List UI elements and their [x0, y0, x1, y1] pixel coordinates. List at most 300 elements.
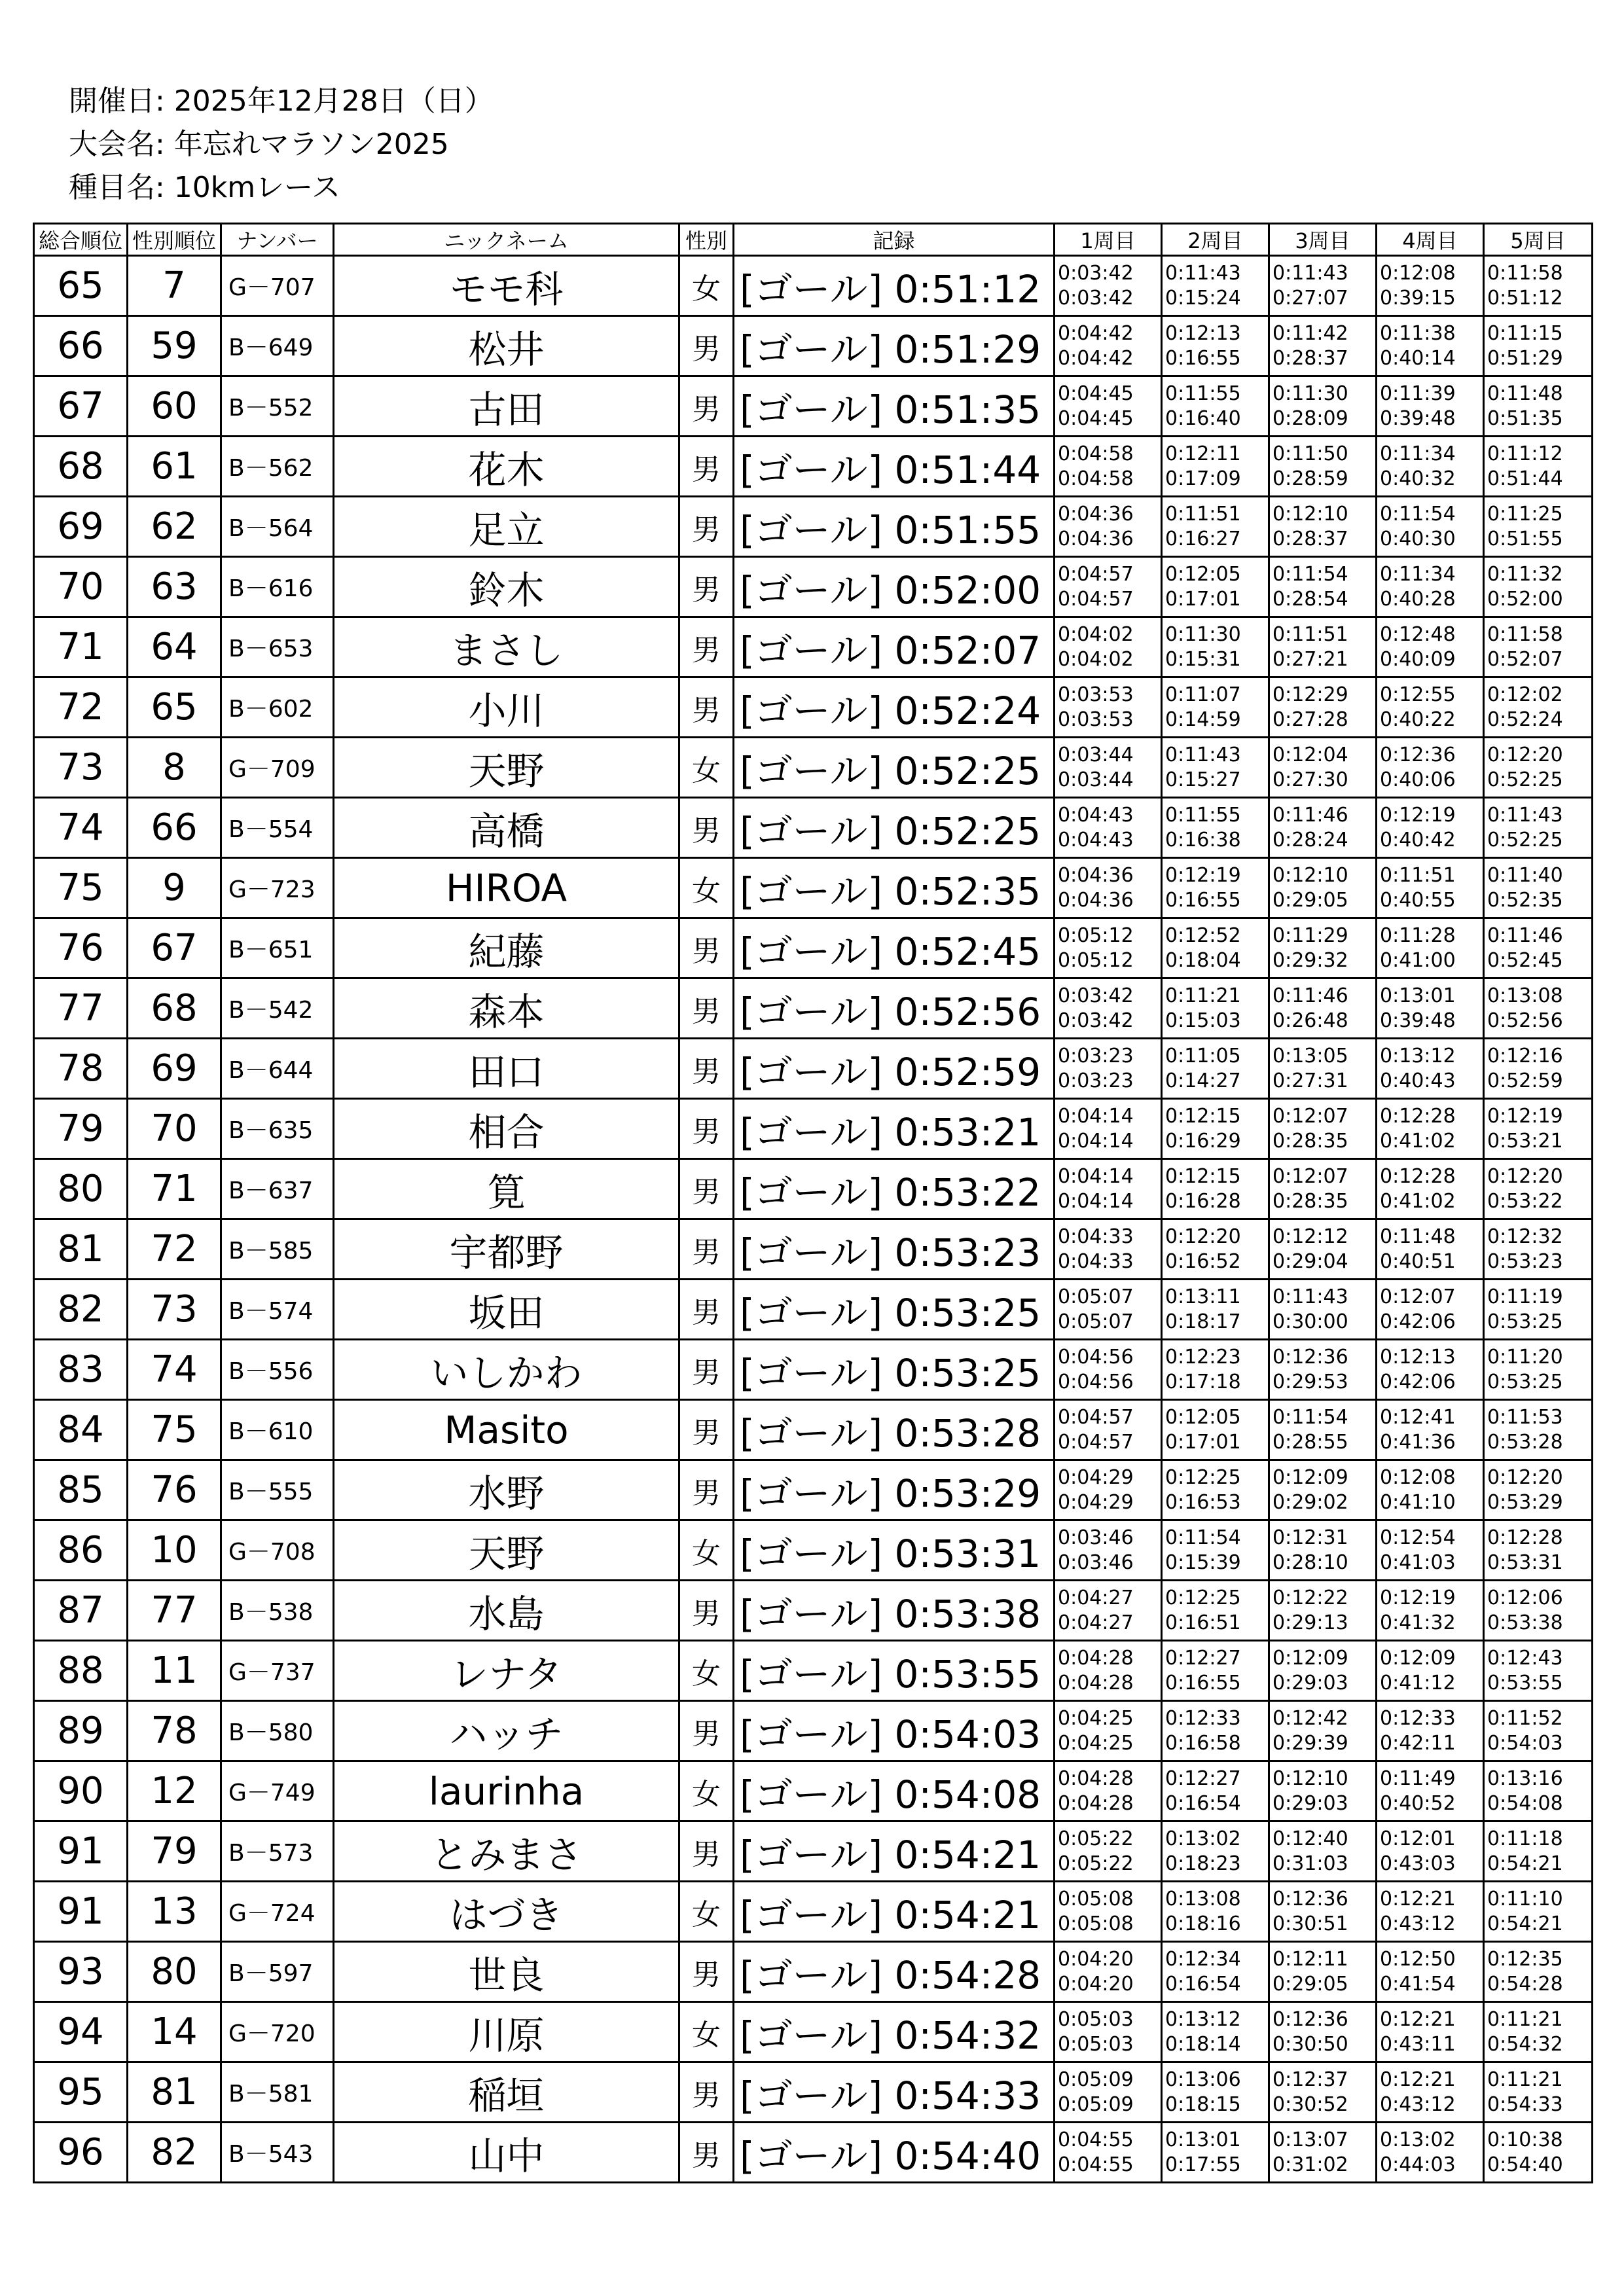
lap-cumulative-time: 0:04:14: [1058, 1189, 1134, 1213]
lap-3-cell: [1269, 1159, 1377, 1219]
table-row: [34, 617, 1593, 677]
lap-split-time: 0:12:36: [1272, 1887, 1348, 1910]
lap-cumulative-time: 0:40:06: [1380, 768, 1456, 791]
bib-number-cell: B－556: [221, 1340, 334, 1400]
lap-5-cell: [1484, 497, 1593, 557]
lap-split-time: 0:11:54: [1272, 562, 1348, 586]
lap-cumulative-time: 0:04:28: [1058, 1671, 1134, 1695]
gender-rank-cell: 61: [128, 437, 221, 497]
lap-2-cell: [1162, 1099, 1269, 1159]
lap-cumulative-time: 0:03:23: [1058, 1069, 1134, 1092]
lap-4-cell: [1377, 2002, 1484, 2062]
lap-1-cell: [1055, 1581, 1162, 1641]
lap-split-time: 0:13:16: [1487, 1767, 1563, 1790]
lap-cumulative-time: 0:41:02: [1380, 1129, 1456, 1153]
lap-cumulative-time: 0:27:31: [1272, 1069, 1348, 1092]
gender-rank-cell: 80: [128, 1942, 221, 2002]
lap-split-time: 0:03:53: [1058, 683, 1134, 706]
lap-split-time: 0:12:01: [1380, 1827, 1456, 1850]
lap-cumulative-time: 0:16:28: [1165, 1189, 1241, 1213]
lap-cumulative-time: 0:39:48: [1380, 406, 1456, 430]
bib-number-cell: B－653: [221, 617, 334, 677]
gender-rank-cell: 65: [128, 677, 221, 738]
lap-split-time: 0:12:19: [1165, 863, 1241, 887]
gender-cell: 男: [679, 497, 734, 557]
record-cell: [ゴール] 0:54:21: [734, 1882, 1055, 1942]
lap-1-cell: [1055, 1099, 1162, 1159]
lap-5-cell: [1484, 1821, 1593, 1882]
lap-split-time: 0:11:55: [1165, 803, 1241, 827]
lap-split-time: 0:12:23: [1165, 1345, 1241, 1369]
nickname-cell: Masito: [334, 1400, 679, 1460]
lap-2-cell: [1162, 1942, 1269, 2002]
lap-cumulative-time: 0:41:00: [1380, 948, 1456, 972]
lap-cumulative-time: 0:16:27: [1165, 527, 1241, 550]
bib-number-cell: B－555: [221, 1460, 334, 1520]
bib-number-cell: G－720: [221, 2002, 334, 2062]
lap-split-time: 0:04:57: [1058, 562, 1134, 586]
lap-split-time: 0:12:02: [1487, 683, 1563, 706]
gender-cell: 男: [679, 376, 734, 437]
overall-rank-cell: 73: [34, 738, 128, 798]
lap-cumulative-time: 0:27:21: [1272, 647, 1348, 671]
overall-rank-cell: 70: [34, 557, 128, 617]
lap-5-cell: [1484, 1039, 1593, 1099]
lap-1-cell: [1055, 918, 1162, 978]
overall-rank-cell: 82: [34, 1280, 128, 1340]
record-cell: [ゴール] 0:52:25: [734, 738, 1055, 798]
lap-cumulative-time: 0:17:01: [1165, 1430, 1241, 1454]
lap-4-cell: [1377, 738, 1484, 798]
lap-cumulative-time: 0:53:28: [1487, 1430, 1563, 1454]
lap-1-cell: [1055, 2062, 1162, 2123]
lap-cumulative-time: 0:54:33: [1487, 2092, 1563, 2116]
lap-2-cell: [1162, 1761, 1269, 1821]
lap-1-cell: [1055, 978, 1162, 1039]
record-cell: [ゴール] 0:52:07: [734, 617, 1055, 677]
lap-cumulative-time: 0:05:22: [1058, 1852, 1134, 1875]
lap-cumulative-time: 0:16:38: [1165, 828, 1241, 852]
record-cell: [ゴール] 0:53:23: [734, 1219, 1055, 1280]
lap-split-time: 0:04:14: [1058, 1164, 1134, 1188]
lap-cumulative-time: 0:40:43: [1380, 1069, 1456, 1092]
lap-cumulative-time: 0:16:54: [1165, 1972, 1241, 1996]
lap-4-cell: [1377, 978, 1484, 1039]
lap-cumulative-time: 0:16:52: [1165, 1249, 1241, 1273]
lap-cumulative-time: 0:04:27: [1058, 1611, 1134, 1634]
lap-split-time: 0:12:40: [1272, 1827, 1348, 1850]
lap-3-cell: [1269, 1942, 1377, 2002]
lap-split-time: 0:12:13: [1380, 1345, 1456, 1369]
lap-cumulative-time: 0:16:58: [1165, 1731, 1241, 1755]
overall-rank-cell: 75: [34, 858, 128, 918]
lap-split-time: 0:13:08: [1165, 1887, 1241, 1910]
lap-3-cell: [1269, 557, 1377, 617]
lap-cumulative-time: 0:41:02: [1380, 1189, 1456, 1213]
lap-2-cell: [1162, 1581, 1269, 1641]
lap-5-cell: [1484, 1219, 1593, 1280]
overall-rank-cell: 67: [34, 376, 128, 437]
gender-cell: 男: [679, 1821, 734, 1882]
table-row: [34, 376, 1593, 437]
lap-cumulative-time: 0:44:03: [1380, 2153, 1456, 2176]
table-row: [34, 1942, 1593, 2002]
nickname-cell: 古田: [334, 376, 679, 437]
lap-5-cell: [1484, 798, 1593, 858]
bib-number-cell: B－552: [221, 376, 334, 437]
lap-cumulative-time: 0:03:42: [1058, 286, 1134, 310]
record-cell: [ゴール] 0:52:45: [734, 918, 1055, 978]
lap-1-cell: [1055, 1821, 1162, 1882]
table-row: [34, 1701, 1593, 1761]
overall-rank-cell: 78: [34, 1039, 128, 1099]
lap-cumulative-time: 0:04:57: [1058, 1430, 1134, 1454]
lap-split-time: 0:12:05: [1165, 562, 1241, 586]
lap-cumulative-time: 0:40:30: [1380, 527, 1456, 550]
lap-cumulative-time: 0:26:48: [1272, 1009, 1348, 1032]
nickname-cell: 川原: [334, 2002, 679, 2062]
lap-1-cell: [1055, 1942, 1162, 2002]
lap-split-time: 0:13:11: [1165, 1285, 1241, 1308]
lap-split-time: 0:12:20: [1487, 1465, 1563, 1489]
lap-cumulative-time: 0:40:55: [1380, 888, 1456, 912]
lap-2-cell: [1162, 2002, 1269, 2062]
lap-2-cell: [1162, 798, 1269, 858]
lap-cumulative-time: 0:28:54: [1272, 587, 1348, 611]
bib-number-cell: G－723: [221, 858, 334, 918]
lap-2-cell: [1162, 376, 1269, 437]
lap-split-time: 0:11:55: [1165, 382, 1241, 405]
lap-4-cell: [1377, 1701, 1484, 1761]
lap-3-cell: [1269, 1099, 1377, 1159]
lap-cumulative-time: 0:04:57: [1058, 587, 1134, 611]
lap-2-cell: [1162, 617, 1269, 677]
gender-cell: 男: [679, 1460, 734, 1520]
lap-4-cell: [1377, 1581, 1484, 1641]
lap-4-cell: [1377, 1520, 1484, 1581]
bib-number-cell: B－637: [221, 1159, 334, 1219]
lap-split-time: 0:13:06: [1165, 2068, 1241, 2091]
col-gender-rank-header: 性別順位: [128, 224, 221, 256]
lap-4-cell: [1377, 256, 1484, 316]
gender-rank-cell: 14: [128, 2002, 221, 2062]
lap-split-time: 0:11:40: [1487, 863, 1563, 887]
lap-5-cell: [1484, 557, 1593, 617]
lap-cumulative-time: 0:16:55: [1165, 888, 1241, 912]
lap-split-time: 0:04:43: [1058, 803, 1134, 827]
table-row: [34, 256, 1593, 316]
lap-3-cell: [1269, 978, 1377, 1039]
lap-cumulative-time: 0:52:00: [1487, 587, 1563, 611]
bib-number-cell: B－585: [221, 1219, 334, 1280]
lap-split-time: 0:04:29: [1058, 1465, 1134, 1489]
lap-split-time: 0:12:43: [1487, 1646, 1563, 1670]
lap-split-time: 0:04:28: [1058, 1646, 1134, 1670]
col-gender-header: 性別: [679, 224, 734, 256]
lap-1-cell: [1055, 1641, 1162, 1701]
lap-cumulative-time: 0:31:03: [1272, 1852, 1348, 1875]
nickname-cell: はづき: [334, 1882, 679, 1942]
record-cell: [ゴール] 0:53:29: [734, 1460, 1055, 1520]
lap-split-time: 0:11:54: [1165, 1526, 1241, 1549]
lap-3-cell: [1269, 497, 1377, 557]
bib-number-cell: B－573: [221, 1821, 334, 1882]
lap-cumulative-time: 0:40:32: [1380, 467, 1456, 490]
lap-cumulative-time: 0:16:53: [1165, 1490, 1241, 1514]
lap-cumulative-time: 0:15:24: [1165, 286, 1241, 310]
lap-cumulative-time: 0:52:24: [1487, 708, 1563, 731]
bib-number-cell: B－581: [221, 2062, 334, 2123]
lap-cumulative-time: 0:05:03: [1058, 2032, 1134, 2056]
gender-rank-cell: 74: [128, 1340, 221, 1400]
lap-split-time: 0:11:10: [1487, 1887, 1563, 1910]
lap-cumulative-time: 0:16:55: [1165, 346, 1241, 370]
lap-split-time: 0:12:32: [1487, 1225, 1563, 1248]
bib-number-cell: G－708: [221, 1520, 334, 1581]
record-cell: [ゴール] 0:54:21: [734, 1821, 1055, 1882]
lap-cumulative-time: 0:41:32: [1380, 1611, 1456, 1634]
lap-cumulative-time: 0:28:09: [1272, 406, 1348, 430]
lap-4-cell: [1377, 798, 1484, 858]
lap-cumulative-time: 0:54:08: [1487, 1791, 1563, 1815]
lap-split-time: 0:11:51: [1165, 502, 1241, 526]
lap-4-cell: [1377, 1159, 1484, 1219]
overall-rank-cell: 80: [34, 1159, 128, 1219]
lap-1-cell: [1055, 798, 1162, 858]
lap-cumulative-time: 0:17:01: [1165, 587, 1241, 611]
gender-cell: 男: [679, 918, 734, 978]
lap-cumulative-time: 0:28:10: [1272, 1551, 1348, 1574]
lap-5-cell: [1484, 738, 1593, 798]
gender-cell: 男: [679, 1039, 734, 1099]
col-bib-number-header: ナンバー: [221, 224, 334, 256]
nickname-cell: 小川: [334, 677, 679, 738]
lap-split-time: 0:11:58: [1487, 261, 1563, 285]
lap-2-cell: [1162, 1520, 1269, 1581]
gender-rank-cell: 78: [128, 1701, 221, 1761]
lap-2-cell: [1162, 858, 1269, 918]
lap-4-cell: [1377, 376, 1484, 437]
lap-split-time: 0:12:20: [1165, 1225, 1241, 1248]
gender-rank-cell: 79: [128, 1821, 221, 1882]
lap-3-cell: [1269, 1520, 1377, 1581]
lap-5-cell: [1484, 918, 1593, 978]
bib-number-cell: G－724: [221, 1882, 334, 1942]
lap-split-time: 0:11:18: [1487, 1827, 1563, 1850]
lap-split-time: 0:12:21: [1380, 2007, 1456, 2031]
gender-rank-cell: 81: [128, 2062, 221, 2123]
table-row: [34, 1280, 1593, 1340]
lap-cumulative-time: 0:04:14: [1058, 1129, 1134, 1153]
lap-cumulative-time: 0:40:52: [1380, 1791, 1456, 1815]
lap-4-cell: [1377, 1039, 1484, 1099]
nickname-cell: 花木: [334, 437, 679, 497]
event-date: 開催日: 2025年12月28日（日）: [69, 84, 494, 118]
lap-cumulative-time: 0:28:24: [1272, 828, 1348, 852]
gender-rank-cell: 63: [128, 557, 221, 617]
table-row: [34, 1821, 1593, 1882]
lap-5-cell: [1484, 1520, 1593, 1581]
lap-4-cell: [1377, 677, 1484, 738]
lap-split-time: 0:12:21: [1380, 1887, 1456, 1910]
record-cell: [ゴール] 0:51:44: [734, 437, 1055, 497]
lap-split-time: 0:12:33: [1165, 1706, 1241, 1730]
lap-split-time: 0:12:09: [1272, 1465, 1348, 1489]
lap-split-time: 0:04:57: [1058, 1405, 1134, 1429]
nickname-cell: 相合: [334, 1099, 679, 1159]
lap-cumulative-time: 0:29:03: [1272, 1791, 1348, 1815]
lap-cumulative-time: 0:18:04: [1165, 948, 1241, 972]
lap-split-time: 0:04:56: [1058, 1345, 1134, 1369]
lap-split-time: 0:12:19: [1380, 1586, 1456, 1609]
table-row: [34, 1340, 1593, 1400]
lap-split-time: 0:11:51: [1380, 863, 1456, 887]
lap-split-time: 0:11:43: [1487, 803, 1563, 827]
gender-rank-cell: 69: [128, 1039, 221, 1099]
lap-cumulative-time: 0:18:17: [1165, 1310, 1241, 1333]
overall-rank-cell: 94: [34, 2002, 128, 2062]
table-body: [34, 256, 1593, 2183]
lap-split-time: 0:11:05: [1165, 1044, 1241, 1067]
lap-5-cell: [1484, 1581, 1593, 1641]
lap-4-cell: [1377, 497, 1484, 557]
gender-rank-cell: 75: [128, 1400, 221, 1460]
lap-cumulative-time: 0:53:21: [1487, 1129, 1563, 1153]
lap-4-cell: [1377, 1400, 1484, 1460]
nickname-cell: 松井: [334, 316, 679, 376]
lap-split-time: 0:04:55: [1058, 2128, 1134, 2151]
gender-cell: 男: [679, 798, 734, 858]
lap-cumulative-time: 0:18:15: [1165, 2092, 1241, 2116]
record-cell: [ゴール] 0:52:24: [734, 677, 1055, 738]
col-lap-1-header: 1周目: [1055, 224, 1162, 256]
gender-rank-cell: 64: [128, 617, 221, 677]
gender-rank-cell: 66: [128, 798, 221, 858]
lap-split-time: 0:11:30: [1272, 382, 1348, 405]
gender-rank-cell: 8: [128, 738, 221, 798]
table-row: [34, 2062, 1593, 2123]
gender-cell: 女: [679, 858, 734, 918]
lap-split-time: 0:04:58: [1058, 442, 1134, 465]
gender-rank-cell: 13: [128, 1882, 221, 1942]
gender-cell: 男: [679, 1159, 734, 1219]
overall-rank-cell: 81: [34, 1219, 128, 1280]
lap-cumulative-time: 0:16:55: [1165, 1671, 1241, 1695]
lap-split-time: 0:12:19: [1487, 1104, 1563, 1128]
gender-cell: 男: [679, 316, 734, 376]
table-row: [34, 858, 1593, 918]
table-header-row: [34, 224, 1593, 256]
lap-split-time: 0:11:51: [1272, 622, 1348, 646]
lap-split-time: 0:12:15: [1165, 1104, 1241, 1128]
lap-5-cell: [1484, 978, 1593, 1039]
nickname-cell: 森本: [334, 978, 679, 1039]
overall-rank-cell: 87: [34, 1581, 128, 1641]
lap-5-cell: [1484, 316, 1593, 376]
lap-2-cell: [1162, 1219, 1269, 1280]
lap-2-cell: [1162, 1159, 1269, 1219]
lap-split-time: 0:12:10: [1272, 502, 1348, 526]
lap-cumulative-time: 0:52:25: [1487, 768, 1563, 791]
lap-5-cell: [1484, 1159, 1593, 1219]
lap-cumulative-time: 0:43:11: [1380, 2032, 1456, 2056]
nickname-cell: 紀藤: [334, 918, 679, 978]
lap-2-cell: [1162, 1882, 1269, 1942]
lap-cumulative-time: 0:04:42: [1058, 346, 1134, 370]
lap-cumulative-time: 0:17:09: [1165, 467, 1241, 490]
lap-split-time: 0:12:19: [1380, 803, 1456, 827]
lap-cumulative-time: 0:04:25: [1058, 1731, 1134, 1755]
record-cell: [ゴール] 0:54:33: [734, 2062, 1055, 2123]
lap-2-cell: [1162, 1400, 1269, 1460]
lap-5-cell: [1484, 677, 1593, 738]
lap-cumulative-time: 0:16:29: [1165, 1129, 1241, 1153]
nickname-cell: HIROA: [334, 858, 679, 918]
gender-cell: 男: [679, 2062, 734, 2123]
gender-rank-cell: 72: [128, 1219, 221, 1280]
lap-cumulative-time: 0:53:23: [1487, 1249, 1563, 1273]
lap-split-time: 0:11:54: [1272, 1405, 1348, 1429]
lap-cumulative-time: 0:29:32: [1272, 948, 1348, 972]
table-row: [34, 316, 1593, 376]
lap-split-time: 0:11:21: [1487, 2068, 1563, 2091]
table-row: [34, 1039, 1593, 1099]
lap-cumulative-time: 0:30:50: [1272, 2032, 1348, 2056]
lap-3-cell: [1269, 677, 1377, 738]
lap-split-time: 0:12:08: [1380, 1465, 1456, 1489]
lap-split-time: 0:12:54: [1380, 1526, 1456, 1549]
lap-split-time: 0:11:34: [1380, 562, 1456, 586]
lap-cumulative-time: 0:04:43: [1058, 828, 1134, 852]
gender-cell: 男: [679, 1942, 734, 2002]
lap-4-cell: [1377, 2123, 1484, 2183]
lap-2-cell: [1162, 738, 1269, 798]
record-cell: [ゴール] 0:54:28: [734, 1942, 1055, 2002]
lap-split-time: 0:13:01: [1380, 984, 1456, 1007]
table-row: [34, 738, 1593, 798]
lap-1-cell: [1055, 437, 1162, 497]
lap-cumulative-time: 0:41:10: [1380, 1490, 1456, 1514]
lap-split-time: 0:12:34: [1165, 1947, 1241, 1971]
lap-split-time: 0:03:42: [1058, 261, 1134, 285]
lap-split-time: 0:12:05: [1165, 1405, 1241, 1429]
nickname-cell: 高橋: [334, 798, 679, 858]
lap-split-time: 0:12:25: [1165, 1586, 1241, 1609]
lap-cumulative-time: 0:15:31: [1165, 647, 1241, 671]
bib-number-cell: B－616: [221, 557, 334, 617]
nickname-cell: 天野: [334, 738, 679, 798]
lap-cumulative-time: 0:53:25: [1487, 1370, 1563, 1393]
lap-5-cell: [1484, 1882, 1593, 1942]
lap-split-time: 0:12:06: [1487, 1586, 1563, 1609]
lap-cumulative-time: 0:54:21: [1487, 1912, 1563, 1935]
nickname-cell: 筧: [334, 1159, 679, 1219]
lap-3-cell: [1269, 1641, 1377, 1701]
bib-number-cell: G－707: [221, 256, 334, 316]
lap-split-time: 0:13:02: [1165, 1827, 1241, 1850]
lap-4-cell: [1377, 437, 1484, 497]
bib-number-cell: B－602: [221, 677, 334, 738]
lap-cumulative-time: 0:40:14: [1380, 346, 1456, 370]
lap-split-time: 0:12:28: [1380, 1104, 1456, 1128]
nickname-cell: いしかわ: [334, 1340, 679, 1400]
lap-cumulative-time: 0:30:51: [1272, 1912, 1348, 1935]
lap-cumulative-time: 0:05:12: [1058, 948, 1134, 972]
lap-cumulative-time: 0:05:09: [1058, 2092, 1134, 2116]
lap-1-cell: [1055, 1701, 1162, 1761]
gender-cell: 女: [679, 2002, 734, 2062]
lap-split-time: 0:12:27: [1165, 1767, 1241, 1790]
